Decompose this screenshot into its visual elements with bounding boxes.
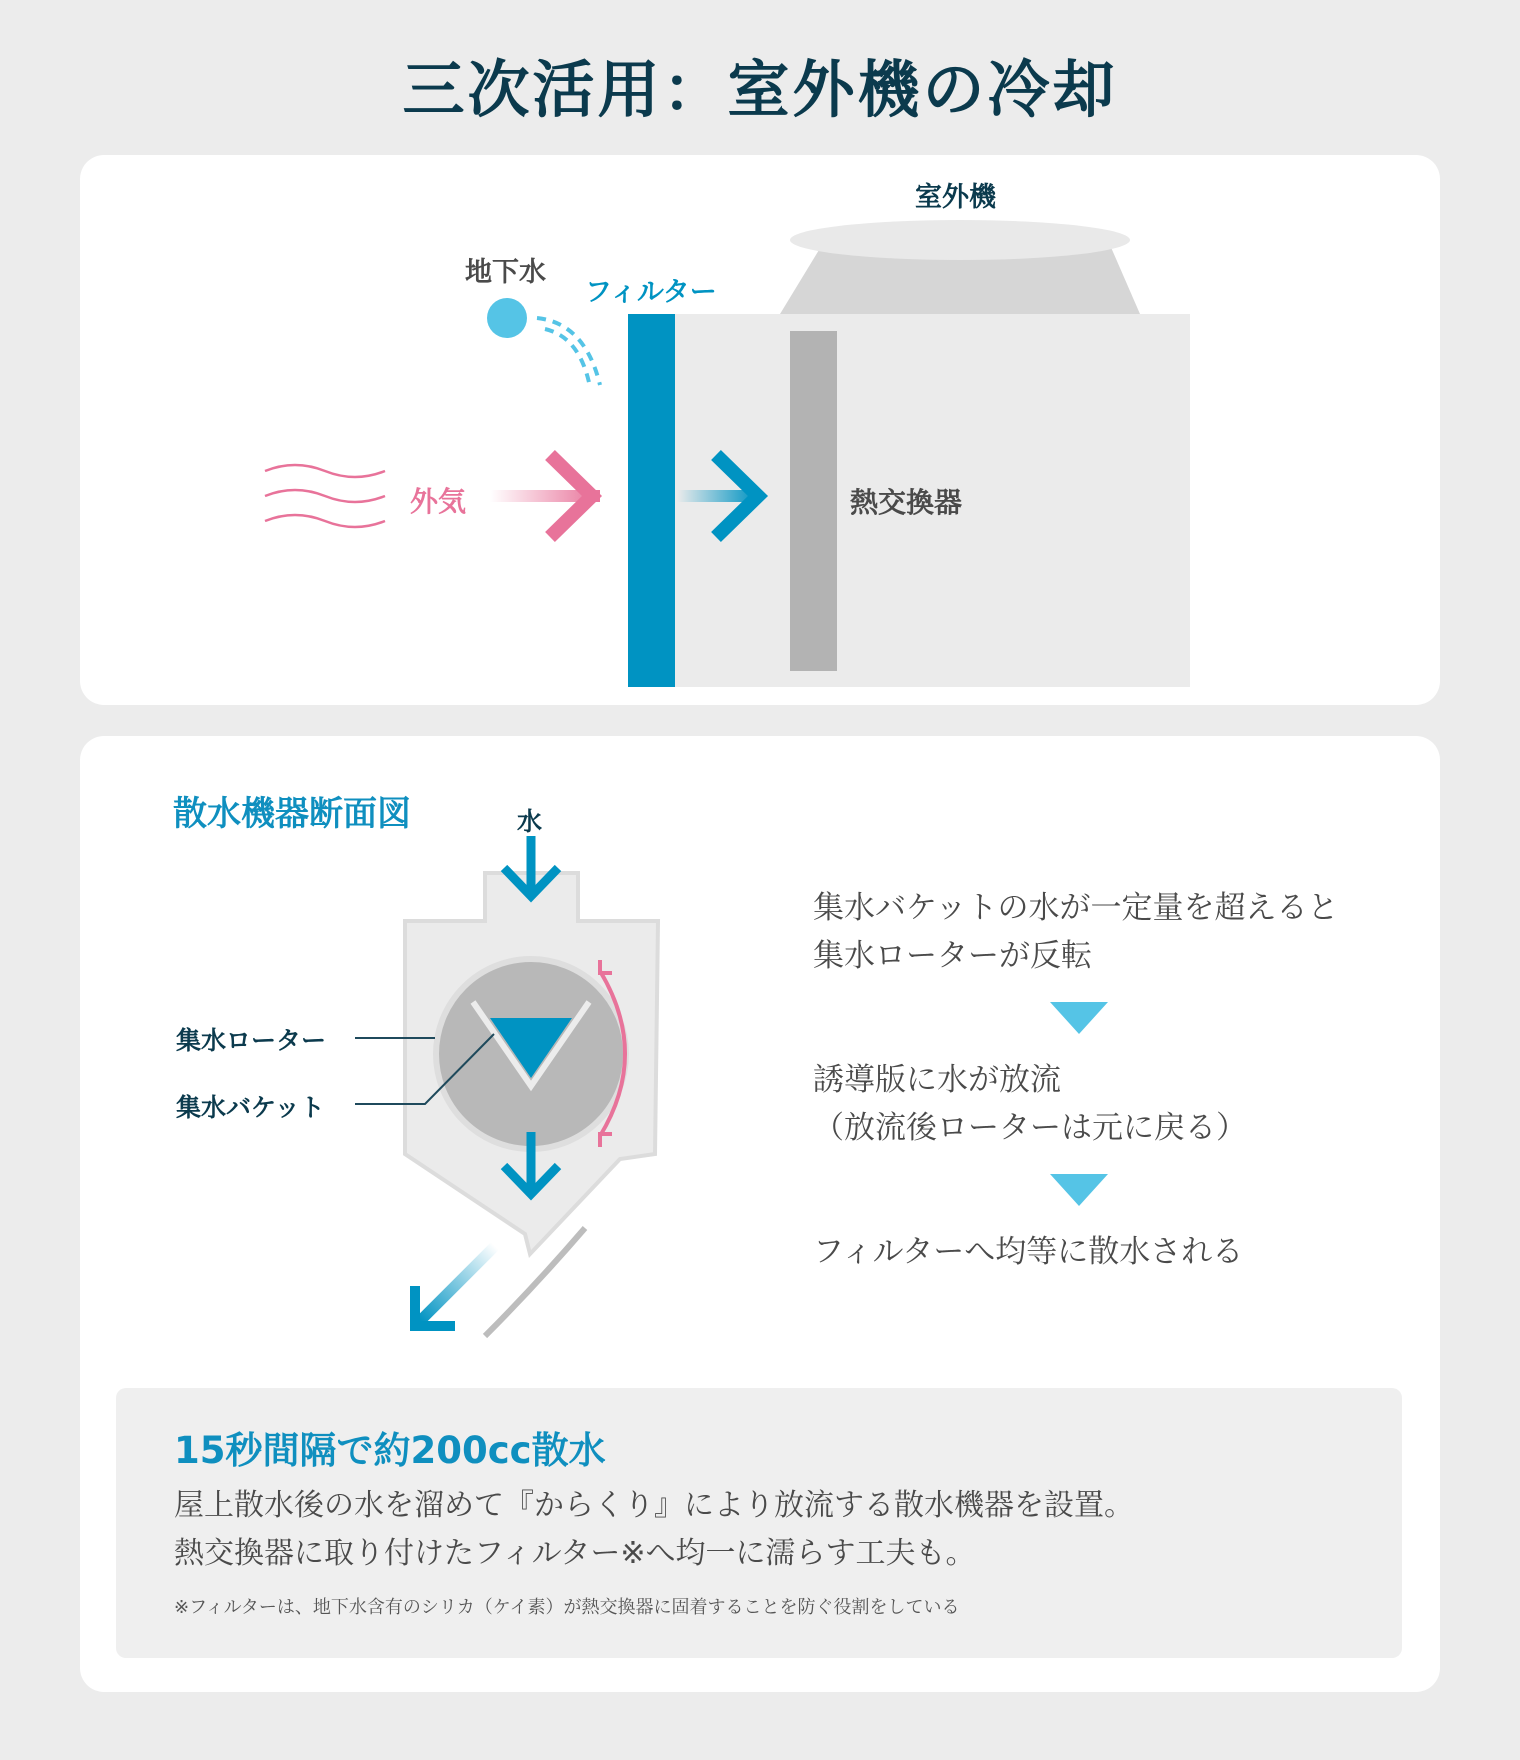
heat-exchanger: [790, 331, 837, 671]
groundwater-spray-line: [545, 329, 590, 387]
step-2-line-1: 誘導版に水が放流: [813, 1062, 1061, 1098]
outflow-arrow-shaft: [420, 1246, 495, 1321]
process-steps: [813, 884, 1338, 1276]
step-1-line-1: 集水バケットの水が一定量を超えると: [813, 890, 1339, 926]
section-title: 散水機器断面図: [173, 794, 411, 834]
page-title: 三次活用：室外機の冷却: [402, 53, 1118, 126]
rotor-label: 集水ローター: [176, 1026, 327, 1055]
water-label: 水: [517, 807, 543, 836]
step-arrow-icon: [1050, 1174, 1108, 1206]
info-footnote: ※フィルターは、地下水含有のシリカ（ケイ素）が熱交換器に固着することを防ぐ役割をしている: [174, 1597, 960, 1618]
filter-label: フィルター: [585, 277, 717, 308]
info-box: [116, 1388, 1402, 1658]
heat-exchanger-label: 熱交換器: [850, 486, 963, 519]
step-3-line-1: フィルターへ均等に散水される: [813, 1234, 1244, 1270]
sprinkler-section-card: [80, 736, 1440, 1692]
air-wave: [265, 465, 385, 477]
info-body-line-2: 熱交換器に取り付けたフィルター※へ均一に濡らす工夫も。: [174, 1536, 976, 1571]
outdoor-unit-diagram-card: [80, 155, 1440, 705]
groundwater-label: 地下水: [465, 257, 546, 288]
step-1-line-2: 集水ローターが反転: [813, 938, 1092, 974]
info-body-line-1: 屋上散水後の水を溜めて『からくり』により放流する散水機器を設置。: [174, 1488, 1134, 1523]
info-body: [174, 1482, 1134, 1578]
air-wave: [265, 490, 385, 502]
step-2: [813, 1056, 1338, 1152]
step-3: [813, 1228, 1338, 1276]
outside-air-label: 外気: [410, 485, 467, 518]
step-2-line-2: （放流後ローターは元に戻る）: [813, 1110, 1247, 1146]
outdoor-unit-diagram: [80, 155, 1440, 705]
air-wave: [265, 515, 385, 527]
step-arrow-icon: [1050, 1002, 1108, 1034]
info-title: 15秒間隔で約200cc散水: [174, 1429, 606, 1472]
outdoor-unit-label: 室外機: [915, 182, 996, 213]
bucket-label: 集水バケット: [176, 1093, 325, 1122]
fan-cover: [790, 220, 1130, 260]
groundwater-drop-icon: [487, 298, 527, 338]
filter-panel: [628, 314, 675, 687]
step-1: [813, 884, 1338, 980]
